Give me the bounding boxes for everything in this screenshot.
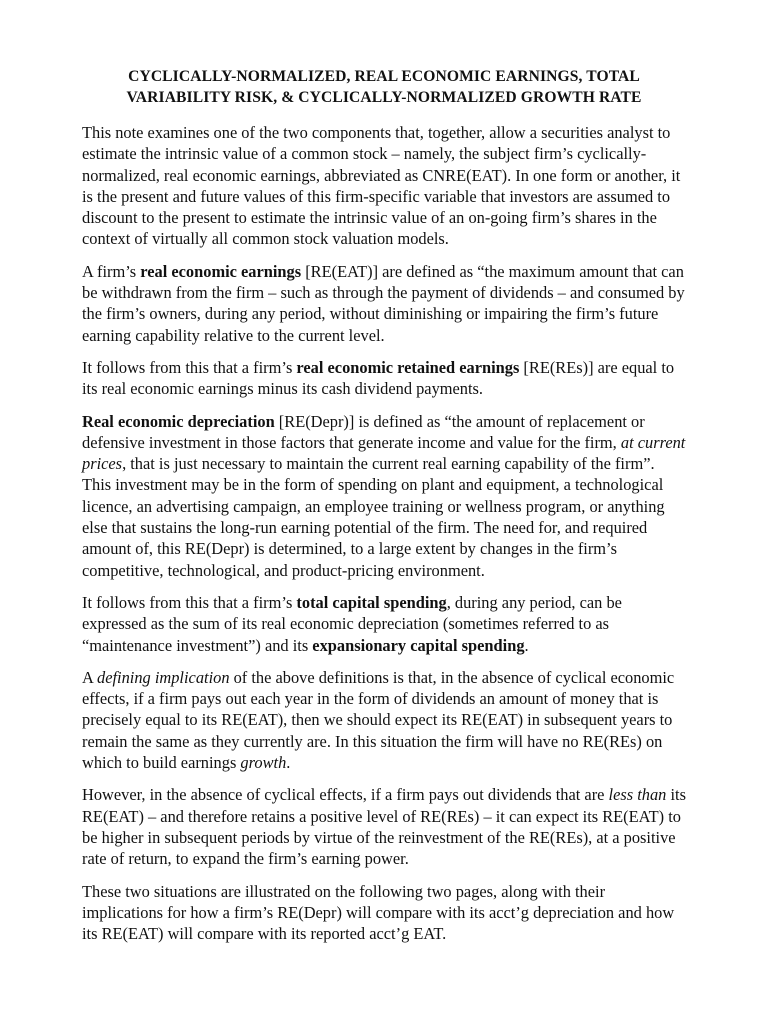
paragraph-conclusion-text: These two situations are illustrated on the following two pages, along with their implications for how a firm’s RE(Depr) will compare with its acct’g depreciation and how its RE(EAT) will compare with its reported acct’g EAT. — [82, 881, 675, 944]
term-total-capital-spending: total capital spending — [296, 592, 447, 612]
emphasis-at-current-prices: at current prices — [82, 432, 686, 474]
text-span: [RE(Depr)] is defined as “the amount of replacement or defensive investment in those factors that generate income and value for the firm, — [82, 411, 645, 452]
text-span: [RE(REs)] are equal to its real economic earnings minus its cash dividend payments. — [82, 357, 675, 399]
text-span: [RE(EAT)] are defined as “the maximum amount that can be withdrawn from the firm – such as through the payment of dividends – and consumed by the firm’s owners, during any period, without diminishing or impairing the firm’s future earning capability relative to the current level. — [82, 261, 685, 345]
text-span: of the above definitions is that, in the absence of cyclical economic effects, if a firm pays out each year in the form of dividends an amount of money that is precisely equal to its RE(EAT), then we should expect its RE(EAT) in subsequent years to remain the same as they currently are. In this situation the firm will have no RE(REs) on which to build earnings — [82, 667, 675, 773]
paragraph-retained-earnings — [82, 357, 686, 400]
title-line-2: VARIABILITY RISK, & CYCLICALLY-NORMALIZED GROWTH RATE — [126, 89, 642, 106]
text-span: A firm’s — [82, 261, 141, 281]
text-span: . — [286, 753, 291, 773]
paragraph-positive-retention — [82, 784, 686, 869]
text-span: . — [524, 635, 529, 655]
text-span: A — [82, 667, 98, 687]
term-real-economic-depreciation: Real economic depreciation — [82, 411, 275, 431]
text-span: However, in the absence of cyclical effects, if a firm pays out dividends that are — [82, 785, 609, 805]
text-span: It follows from this that a firm’s — [82, 357, 297, 377]
emphasis-defining-implication: defining implication — [97, 667, 230, 687]
text-span: , during any period, can be expressed as the sum of its real economic depreciation (sometimes referred to as “maintenance investment”) and its — [82, 592, 622, 655]
term-real-economic-earnings: real economic earnings — [140, 261, 302, 281]
text-span: , that is just necessary to maintain the current real earning capability of the firm”. This investment may be in the form of spending on plant and equipment, a technological licence, an advertising campaign, an employee training or wellness program, or anything else that sustains the long-run earning potential of the firm. The need for, and required amount of, this RE(Depr) is determined, to a large extent by changes in the firm’s competitive, technological, and product-pricing environment. — [82, 454, 665, 580]
paragraph-defining-implication — [82, 667, 686, 773]
document-title — [82, 66, 686, 108]
paragraph-depreciation — [82, 411, 686, 581]
paragraph-capital-spending — [82, 592, 686, 656]
paragraph-intro-text: This note examines one of the two components that, together, allow a securities analyst to estimate the intrinsic value of a common stock – namely, the subject firm’s cyclically-normalized, real economic earnings, abbreviated as CNRE(EAT). In one form or another, it is the present and future values of this firm-specific variable that investors are assumed to discount to the present to estimate the intrinsic value of an on-going firm’s shares in the context of virtually all common stock valuation models. — [82, 123, 681, 249]
text-span: It follows from this that a firm’s — [82, 592, 297, 612]
paragraph-conclusion — [82, 881, 686, 945]
term-expansionary-capital-spending: expansionary capital spending — [312, 635, 525, 655]
emphasis-less-than: less than — [608, 785, 667, 805]
term-real-economic-retained-earnings: real economic retained earnings — [296, 357, 520, 377]
title-line-1: CYCLICALLY-NORMALIZED, REAL ECONOMIC EARNINGS, TOTAL — [128, 68, 640, 85]
emphasis-growth: growth — [240, 753, 287, 773]
paragraph-intro — [82, 122, 686, 250]
text-span: its RE(EAT) – and therefore retains a positive level of RE(REs) – it can expect its RE(EAT) to be higher in subsequent periods by virtue of the reinvestment of the RE(REs), at a positive rate of return, to expand the firm’s earning power. — [82, 785, 686, 869]
paragraph-real-economic-earnings — [82, 261, 686, 346]
